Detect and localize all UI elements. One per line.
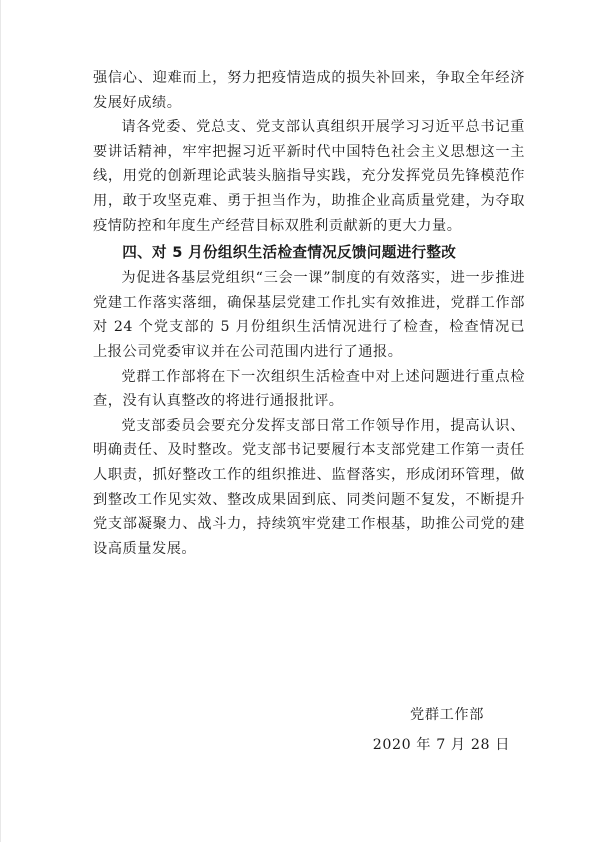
section-heading-four: 四、对 5 月份组织生活检查情况反馈问题进行整改 (122, 244, 457, 262)
signature-block (373, 702, 510, 758)
paragraph-continuation: 强信心、迎难而上，努力把疫情造成的损失补回来，争取全年经济发展好成绩。 (93, 70, 525, 111)
signature-department: 党群工作部 (410, 707, 484, 723)
paragraph-inspection-summary: 为促进各基层党组织“三会一课”制度的有效落实，进一步推进党建工作落实落细，确保基层党建工作扎实有效推进，党群工作部对 24 个党支部的 5 月份组织生活情况进行了检查，检查情况已上报公司党委审议并在公司范围内进行了通报。 (93, 270, 525, 360)
paragraph-study-instructions: 请各党委、党总支、党支部认真组织开展学习习近平总书记重要讲话精神，牢牢把握习近平新时代中国特色社会主义思想这一主线，用党的创新理论武装头脑指导实践，充分发挥党员先锋模范作用，敢于攻坚克难、勇于担当作为，助推企业高质量党建，为夺取疫情防控和年度生产经营目标双胜利贡献新的更大力量。 (93, 119, 525, 234)
document-body (93, 66, 525, 561)
paragraph-follow-up-check: 党群工作部将在下一次组织生活检查中对上述问题进行重点检查，没有认真整改的将进行通报批评。 (93, 368, 525, 410)
paragraph-branch-responsibility: 党支部委员会要充分发挥支部日常工作领导作用，提高认识、明确责任、及时整改。党支部书记要履行本支部党建工作第一责任人职责，抓好整改工作的组织推进、监督落实，形成闭环管理，做到整改工作见实效、整改成果固到底、同类问题不复发，不断提升党支部凝聚力、战斗力，持续筑牢党建工作根基，助推公司党的建设高质量发展。 (93, 417, 525, 557)
signature-date: 2020 年 7 月 28 日 (372, 737, 510, 753)
